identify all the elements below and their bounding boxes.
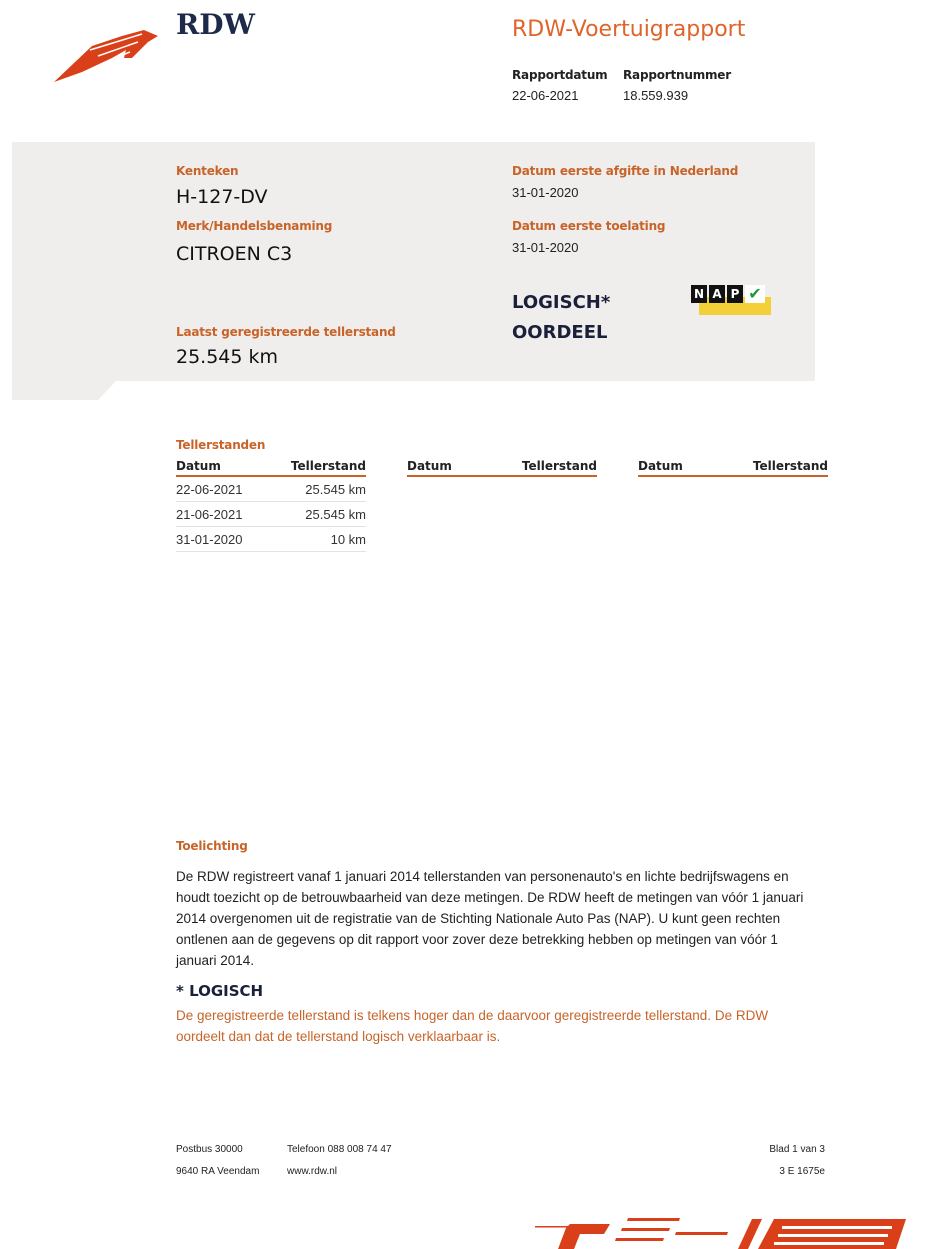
afgifte-value: 31-01-2020 (512, 185, 579, 200)
row-value: 25.545 km (305, 482, 366, 497)
footer-city: 9640 RA Veendam (176, 1166, 260, 1177)
verdict-line1: LOGISCH* (512, 292, 611, 313)
col-tellerstand: Tellerstand (752, 459, 828, 473)
rapportdatum-label: Rapportdatum (512, 68, 608, 82)
row-value: 10 km (330, 532, 366, 547)
col-tellerstand: Tellerstand (521, 459, 597, 473)
col-datum: Datum (638, 459, 683, 473)
footer-postbus: Postbus 30000 (176, 1144, 243, 1155)
logisch-text: De geregistreerde tellerstand is telkens hoger dan de daarvoor geregistreerde tellerstand. De RDW oordeelt dan dat de tellerstand logisch verklaarbaar is. (176, 1008, 769, 1044)
kenteken-value: H-127-DV (176, 186, 268, 208)
merk-value: CITROEN C3 (176, 243, 293, 265)
verdict-line2: OORDEEL (512, 322, 608, 343)
nap-letter-p: P (727, 285, 743, 303)
col-datum: Datum (407, 459, 452, 473)
tellerstanden-title: Tellerstanden (176, 438, 266, 452)
rapportnummer-label: Rapportnummer (623, 68, 731, 82)
col-tellerstand: Tellerstand (290, 459, 366, 473)
rdw-stripes-decoration-icon (530, 1214, 929, 1249)
toelating-value: 31-01-2020 (512, 240, 579, 255)
row-date: 22-06-2021 (176, 482, 243, 497)
teller-table-2-header (407, 459, 597, 477)
teller-table-3-header (638, 459, 828, 477)
toelichting-title: Toelichting (176, 839, 248, 853)
teller-label: Laatst geregistreerde tellerstand (176, 325, 396, 339)
kenteken-label: Kenteken (176, 164, 239, 178)
rapportnummer-value: 18.559.939 (623, 88, 689, 103)
footer-page: Blad 1 van 3 (769, 1144, 825, 1155)
footer-phone: Telefoon 088 008 74 47 (287, 1144, 392, 1155)
footer-web[interactable]: www.rdw.nl (287, 1166, 338, 1177)
check-icon: ✔ (745, 285, 765, 303)
teller-value: 25.545 km (176, 346, 279, 368)
table-row (176, 502, 366, 527)
table-row (176, 477, 366, 502)
row-date: 21-06-2021 (176, 507, 243, 522)
nap-badge (691, 285, 773, 317)
panel-tab (12, 380, 117, 400)
table-row (176, 527, 366, 552)
afgifte-label: Datum eerste afgifte in Nederland (512, 164, 739, 178)
toelating-label: Datum eerste toelating (512, 219, 666, 233)
rapportdatum-value: 22-06-2021 (512, 88, 579, 103)
nap-letter-a: A (709, 285, 725, 303)
row-date: 31-01-2020 (176, 532, 243, 547)
logisch-title: * LOGISCH (176, 982, 264, 1000)
rdw-logo-text: RDW (176, 8, 255, 41)
col-datum: Datum (176, 459, 221, 473)
row-value: 25.545 km (305, 507, 366, 522)
toelichting-text: De RDW registreert vanaf 1 januari 2014 tellerstanden van personenauto's en lichte bedrijfswagens en houdt toezicht op de betrouwbaarheid van deze metingen. De RDW heeft de metingen van vóór 1 januari 2014 overgenomen uit de registratie van de Stichting Nationale Auto Pas (NAP). U kunt geen rechten ontlenen aan de gegevens op dit rapport voor zover deze betrekking hebben op metingen van vóór 1 januari 2014. (176, 869, 804, 968)
merk-label: Merk/Handelsbenaming (176, 219, 333, 233)
report-title: RDW-Voertuigrapport (512, 17, 746, 42)
footer-code: 3 E 1675e (779, 1166, 825, 1177)
nap-letter-n: N (691, 285, 707, 303)
teller-table-1 (176, 459, 366, 552)
rdw-feather-logo-icon (52, 28, 162, 84)
